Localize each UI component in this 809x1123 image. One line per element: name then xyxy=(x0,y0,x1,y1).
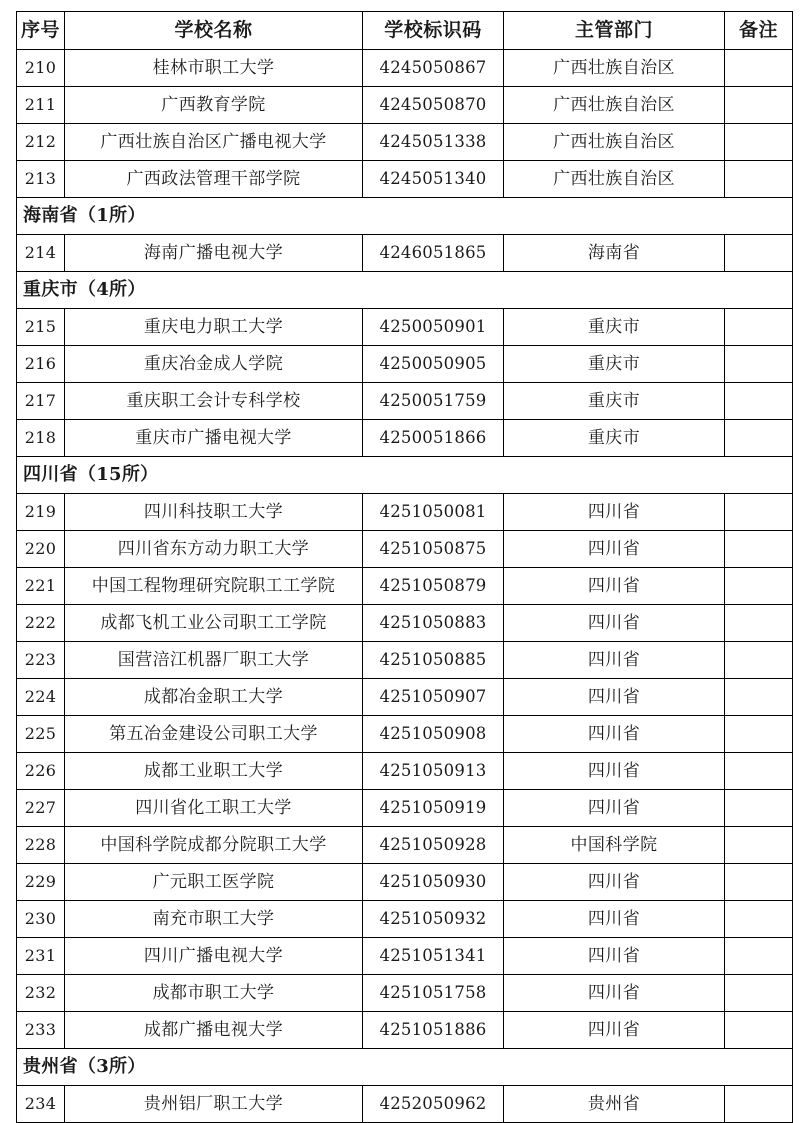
column-header-name: 学校名称 xyxy=(65,12,363,50)
row-remark xyxy=(725,864,793,901)
row-remark xyxy=(725,753,793,790)
table-row xyxy=(17,494,793,531)
row-supervising-department: 四川省 xyxy=(504,605,725,642)
row-supervising-department: 四川省 xyxy=(504,1012,725,1049)
row-school-code: 4251050081 xyxy=(363,494,504,531)
table-row xyxy=(17,420,793,457)
row-sequence-number: 216 xyxy=(17,346,65,383)
table-body xyxy=(17,50,793,1123)
row-remark xyxy=(725,420,793,457)
table-row xyxy=(17,864,793,901)
row-sequence-number: 210 xyxy=(17,50,65,87)
row-school-name: 广元职工医学院 xyxy=(65,864,363,901)
row-sequence-number: 230 xyxy=(17,901,65,938)
row-remark xyxy=(725,790,793,827)
row-sequence-number: 213 xyxy=(17,161,65,198)
table-row xyxy=(17,901,793,938)
table-row xyxy=(17,642,793,679)
row-school-name: 第五冶金建设公司职工大学 xyxy=(65,716,363,753)
row-remark xyxy=(725,50,793,87)
row-supervising-department: 广西壮族自治区 xyxy=(504,50,725,87)
row-remark xyxy=(725,975,793,1012)
row-remark xyxy=(725,827,793,864)
row-school-code: 4251051758 xyxy=(363,975,504,1012)
row-school-code: 4251051341 xyxy=(363,938,504,975)
row-supervising-department: 四川省 xyxy=(504,716,725,753)
row-remark xyxy=(725,309,793,346)
section-title: 海南省（1所） xyxy=(17,198,793,235)
row-school-name: 国营涪江机器厂职工大学 xyxy=(65,642,363,679)
row-remark xyxy=(725,938,793,975)
row-school-name: 四川省化工职工大学 xyxy=(65,790,363,827)
section-header-row xyxy=(17,1049,793,1086)
row-remark xyxy=(725,716,793,753)
row-supervising-department: 四川省 xyxy=(504,901,725,938)
row-school-code: 4251050908 xyxy=(363,716,504,753)
row-remark xyxy=(725,901,793,938)
table-header-row xyxy=(17,12,793,50)
row-school-name: 四川广播电视大学 xyxy=(65,938,363,975)
row-supervising-department: 四川省 xyxy=(504,790,725,827)
row-school-code: 4251050932 xyxy=(363,901,504,938)
section-header-row xyxy=(17,198,793,235)
row-school-code: 4251050919 xyxy=(363,790,504,827)
row-supervising-department: 四川省 xyxy=(504,679,725,716)
row-school-name: 重庆市广播电视大学 xyxy=(65,420,363,457)
row-supervising-department: 四川省 xyxy=(504,938,725,975)
table-row xyxy=(17,975,793,1012)
row-sequence-number: 225 xyxy=(17,716,65,753)
row-supervising-department: 四川省 xyxy=(504,568,725,605)
row-school-code: 4245051340 xyxy=(363,161,504,198)
table-row xyxy=(17,753,793,790)
row-supervising-department: 广西壮族自治区 xyxy=(504,124,725,161)
row-school-code: 4251050883 xyxy=(363,605,504,642)
column-header-code: 学校标识码 xyxy=(363,12,504,50)
row-supervising-department: 中国科学院 xyxy=(504,827,725,864)
row-supervising-department: 四川省 xyxy=(504,642,725,679)
row-sequence-number: 223 xyxy=(17,642,65,679)
table-row xyxy=(17,938,793,975)
row-sequence-number: 224 xyxy=(17,679,65,716)
column-header-dept: 主管部门 xyxy=(504,12,725,50)
row-remark xyxy=(725,605,793,642)
table-row xyxy=(17,383,793,420)
row-school-name: 中国工程物理研究院职工工学院 xyxy=(65,568,363,605)
row-school-name: 成都冶金职工大学 xyxy=(65,679,363,716)
table-row xyxy=(17,1012,793,1049)
row-remark xyxy=(725,531,793,568)
row-school-name: 四川科技职工大学 xyxy=(65,494,363,531)
row-sequence-number: 227 xyxy=(17,790,65,827)
row-remark xyxy=(725,1012,793,1049)
table-row xyxy=(17,716,793,753)
row-school-name: 成都工业职工大学 xyxy=(65,753,363,790)
section-header-row xyxy=(17,272,793,309)
row-school-code: 4245050870 xyxy=(363,87,504,124)
school-list-table xyxy=(16,11,793,1123)
row-sequence-number: 219 xyxy=(17,494,65,531)
row-sequence-number: 214 xyxy=(17,235,65,272)
section-title: 贵州省（3所） xyxy=(17,1049,793,1086)
table-header xyxy=(17,12,793,50)
table-row xyxy=(17,346,793,383)
row-school-name: 成都飞机工业公司职工工学院 xyxy=(65,605,363,642)
row-remark xyxy=(725,642,793,679)
row-school-name: 南充市职工大学 xyxy=(65,901,363,938)
row-school-name: 广西政法管理干部学院 xyxy=(65,161,363,198)
row-school-code: 4250051759 xyxy=(363,383,504,420)
row-school-code: 4251050928 xyxy=(363,827,504,864)
row-supervising-department: 四川省 xyxy=(504,494,725,531)
row-supervising-department: 重庆市 xyxy=(504,346,725,383)
row-school-name: 重庆冶金成人学院 xyxy=(65,346,363,383)
row-school-code: 4251050913 xyxy=(363,753,504,790)
row-school-name: 贵州铝厂职工大学 xyxy=(65,1086,363,1123)
row-supervising-department: 重庆市 xyxy=(504,420,725,457)
table-row xyxy=(17,235,793,272)
section-title: 重庆市（4所） xyxy=(17,272,793,309)
row-school-name: 四川省东方动力职工大学 xyxy=(65,531,363,568)
row-school-code: 4245051338 xyxy=(363,124,504,161)
row-school-code: 4246051865 xyxy=(363,235,504,272)
row-school-code: 4250050901 xyxy=(363,309,504,346)
row-school-code: 4251050875 xyxy=(363,531,504,568)
table-row xyxy=(17,679,793,716)
row-school-name: 桂林市职工大学 xyxy=(65,50,363,87)
row-remark xyxy=(725,124,793,161)
row-school-code: 4251050930 xyxy=(363,864,504,901)
row-school-code: 4251050885 xyxy=(363,642,504,679)
row-school-name: 广西壮族自治区广播电视大学 xyxy=(65,124,363,161)
row-remark xyxy=(725,161,793,198)
row-school-name: 成都市职工大学 xyxy=(65,975,363,1012)
row-sequence-number: 233 xyxy=(17,1012,65,1049)
row-remark xyxy=(725,346,793,383)
row-remark xyxy=(725,494,793,531)
row-remark xyxy=(725,87,793,124)
row-sequence-number: 212 xyxy=(17,124,65,161)
row-sequence-number: 234 xyxy=(17,1086,65,1123)
row-school-code: 4245050867 xyxy=(363,50,504,87)
row-supervising-department: 四川省 xyxy=(504,975,725,1012)
row-sequence-number: 228 xyxy=(17,827,65,864)
row-school-name: 成都广播电视大学 xyxy=(65,1012,363,1049)
row-remark xyxy=(725,383,793,420)
row-sequence-number: 220 xyxy=(17,531,65,568)
table-row xyxy=(17,50,793,87)
row-supervising-department: 重庆市 xyxy=(504,383,725,420)
row-sequence-number: 232 xyxy=(17,975,65,1012)
row-remark xyxy=(725,235,793,272)
row-sequence-number: 211 xyxy=(17,87,65,124)
row-school-code: 4251050907 xyxy=(363,679,504,716)
row-sequence-number: 218 xyxy=(17,420,65,457)
table-row xyxy=(17,161,793,198)
row-sequence-number: 215 xyxy=(17,309,65,346)
column-header-note: 备注 xyxy=(725,12,793,50)
row-sequence-number: 222 xyxy=(17,605,65,642)
row-school-name: 海南广播电视大学 xyxy=(65,235,363,272)
row-school-name: 广西教育学院 xyxy=(65,87,363,124)
row-supervising-department: 贵州省 xyxy=(504,1086,725,1123)
row-sequence-number: 226 xyxy=(17,753,65,790)
row-remark xyxy=(725,568,793,605)
row-sequence-number: 229 xyxy=(17,864,65,901)
table-row xyxy=(17,124,793,161)
row-sequence-number: 231 xyxy=(17,938,65,975)
table-row xyxy=(17,827,793,864)
row-school-name: 重庆职工会计专科学校 xyxy=(65,383,363,420)
row-supervising-department: 海南省 xyxy=(504,235,725,272)
table-row xyxy=(17,87,793,124)
row-school-name: 重庆电力职工大学 xyxy=(65,309,363,346)
row-school-code: 4251051886 xyxy=(363,1012,504,1049)
column-header-seq: 序号 xyxy=(17,12,65,50)
row-school-code: 4250050905 xyxy=(363,346,504,383)
table-row xyxy=(17,531,793,568)
section-title: 四川省（15所） xyxy=(17,457,793,494)
row-school-name: 中国科学院成都分院职工大学 xyxy=(65,827,363,864)
table-row xyxy=(17,309,793,346)
table-row xyxy=(17,790,793,827)
row-supervising-department: 四川省 xyxy=(504,753,725,790)
row-supervising-department: 四川省 xyxy=(504,531,725,568)
row-sequence-number: 221 xyxy=(17,568,65,605)
row-supervising-department: 四川省 xyxy=(504,864,725,901)
row-supervising-department: 重庆市 xyxy=(504,309,725,346)
row-supervising-department: 广西壮族自治区 xyxy=(504,87,725,124)
row-school-code: 4250051866 xyxy=(363,420,504,457)
section-header-row xyxy=(17,457,793,494)
row-school-code: 4252050962 xyxy=(363,1086,504,1123)
table-row xyxy=(17,568,793,605)
row-school-code: 4251050879 xyxy=(363,568,504,605)
row-supervising-department: 广西壮族自治区 xyxy=(504,161,725,198)
table-row xyxy=(17,605,793,642)
row-remark xyxy=(725,679,793,716)
row-sequence-number: 217 xyxy=(17,383,65,420)
